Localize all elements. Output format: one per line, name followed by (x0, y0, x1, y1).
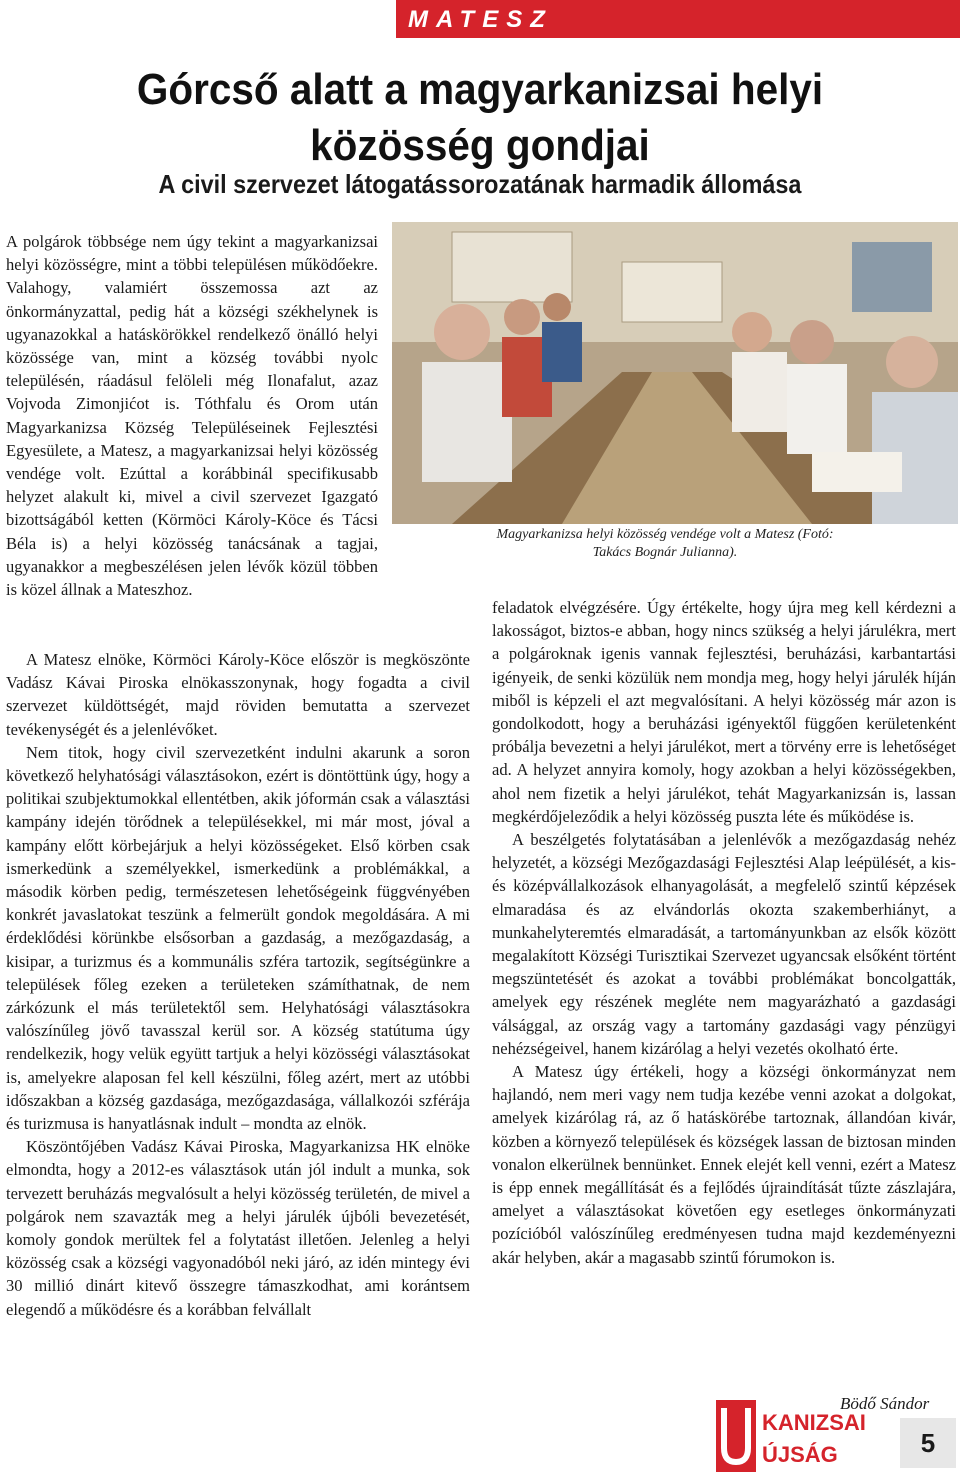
meeting-photo (392, 222, 958, 524)
paragraph-3: Köszöntőjében Vadász Kávai Piroska, Magyarkanizsa HK elnöke elmondta, hogy a 2012-es választások után jól indult a munka, sok tervezett beruházás megvalósult a helyi közösség területén, de mivel a polgárok nem szavazták meg a helyi járulék újbóli bevezetését, komoly gondok merültek fel a folytatást illetően. Jelenleg a helyi közösség csak a községi vagyonadóból neki járó, az idén mintegy évi 30 millió dinárt kitevő összegre támaszkodhat, ami korántsem elegendő a működésre és a korábban felvállalt (6, 1137, 470, 1319)
paragraph-6: A Matesz úgy értékeli, hogy a községi önkormányzat nem hajlandó, nem meri vagy nem tudja kezébe venni azokat a dolgokat, amelyek kizárólag rá, az ő hatáskörébe tartoznak, állandóan kivár, közben a környező települések és községek lassan de biztosan minden vonalon elkerülnek bennünket. Ennek elejét kell venni, ezért a Matesz is épp ennek megállítását és a fejlődés újraindítását tűzte zászlajára, amelyet a választásokat követően egy esetleges önkormányzati pozícióból valószínűleg eredményesen tudna majd kezdeményezni akár helyben, akár a magasabb szintű fórumokon is. (492, 1062, 956, 1267)
paragraph-2: Nem titok, hogy civil szervezetként indulni akarunk a soron következő helyhatósági választásokon, ezért is döntöttünk úgy, hogy a politikai szubjektumokkal ellentétben, akik jóformán csak a választási kampány idején törődnek a településekkel, mi már most, jóval a kampány előtt körbejárjuk a helyi közösségeket. Első körben csak ismerkedünk a személyekkel, ismerkedünk a problémákkal, a második körben pedig, természetesen lehetőségeink függvényében konkrét javaslatokat teszünk a felmerült gondok megoldására. A mi érdeklődési körünkbe elsősorban a gazdaság, a mezőgazdaság, a kisipar, a turizmus és a kommunális szféra tartozik, segítségünkre a települések főleg ezeken a területeken számíthatnak, de nem zárkózunk el más területektől sem. Helyhatósági választásokra valószínűleg jövő tavasszal kerül sor. A község statútuma úgy rendelkezik, hogy velük együtt tartjuk a helyi közösségi választásokat is, amelyekre alaposan fel kell készülni, főleg azért, mert az utóbbi időszakban a község gazdasága, mezőgazdasága, vállalkozói szférája és turizmusa is hanyatlásnak indult – mondta az elnök. (6, 742, 470, 1134)
article-title: Górcső alatt a magyarkanizsai helyi közösség gondjai (136, 65, 824, 170)
left-column (6, 648, 470, 1321)
right-column (492, 596, 956, 1269)
paragraph-4: feladatok elvégzésére. Úgy értékelte, hogy újra meg kell kérdezni a lakosságot, biztos-e abban, hogy nincs szükség a helyi járulékra, mert a polgároknak igenis vannak fejlesztési, beruházási, karbantartási igényeik, de senki közülük nem mondja meg, hogy helyi járulék híján miből is képzeli el azt megvalósítani. A helyi közösség már azon is gondolkodott, hogy a beruházási igényektől függően kerületenként próbálja bevezetni a helyi járulékot, mert a törvény erre is lehetőséget ad. A helyzet annyira komoly, hogy azokban a helyi közösségekben, ahol nem fizetik a helyi járulékot, tehát Magyarkanizsán is, lassan megkérdőjeleződik a helyi közösség puszta léte és működése is. (492, 598, 956, 826)
section-banner (396, 0, 960, 38)
meeting-photo-illustration (392, 222, 958, 524)
logo-top-text: KANIZSAI (762, 1410, 866, 1435)
paragraph-5: A beszélgetés folytatásában a jelenlévők a mezőgazdaság nehéz helyzetét, a községi Mezőgazdasági Fejlesztési Alap leépülését, a kis- és középvállalkozások elhanyagolását, a megfelelő szintű képzések elmaradása és az elvándorlás okozta szakemberhiányt, a munkahelyteremtés elmaradását, a tartományunkban az elsők között megalakított Községi Turisztikai Szervezet ugyancsak elsőként történt megszüntetését és azokat a további problémákat boncolgatták, amelyek egy részének megléte nem magyarázható a gazdasági válsággal, az ország vagy a tartomány gazdasági vagy pénzügyi nehézségeivel, hanem kizárólag a helyi vezetés okolható érte. (492, 830, 956, 1058)
page-number: 5 (900, 1418, 956, 1468)
article-subtitle: A civil szervezet látogatássorozatának harmadik állomása (158, 169, 802, 199)
photo-caption: Magyarkanizsa helyi közösség vendége volt a Matesz (Fotó: Takács Bognár Julianna). (496, 527, 834, 560)
author-signature: Bödő Sándor (840, 1394, 930, 1413)
intro-column (6, 230, 378, 601)
kanizsai-ujsag-logo (716, 1400, 876, 1472)
intro-paragraph: A polgárok többsége nem úgy tekint a magyarkanizsai helyi közösségre, mint a többi településen működőekre. Valahogy, valamiért összemossa azt az önkormányzattal, pedig hát a községi székhelynek is ugyanazokkal a hatáskörökkel rendelkező önálló helyi közössége van, mint a község további nyolc településén, ráadásul felöleli még Ilonafalut, azaz Vojvoda Zimonjićot is. Tóthfalu és Orom után Magyarkanizsa Község Településeinek Fejlesztési Egyesülete, a Matesz, a magyarkanizsai helyi közösség vendége volt. Ezúttal a korábbinál specifikusabb helyzet alakult ki, mivel a civil szervezet Igazgató bizottságából ketten (Körmöci Károly-Köce és Tácsi Béla is) a helyi közösség tanácsának a tagjai, ugyanakkor a megbeszélésen jelen lévők közül többen is közel állnak a Mateszhoz. (6, 232, 378, 600)
paragraph-1: A Matesz elnöke, Körmöci Károly-Köce először is megköszönte Vadász Kávai Piroska elnökasszonynak, hogy fogadta a civil szervezet küldöttségét, majd röviden bemutatta a szervezet tevékenységét és a jelenlévőket. (6, 650, 470, 739)
section-label: MATESZ (408, 6, 553, 33)
logo-bottom-text: ÚJSÁG (762, 1442, 838, 1467)
